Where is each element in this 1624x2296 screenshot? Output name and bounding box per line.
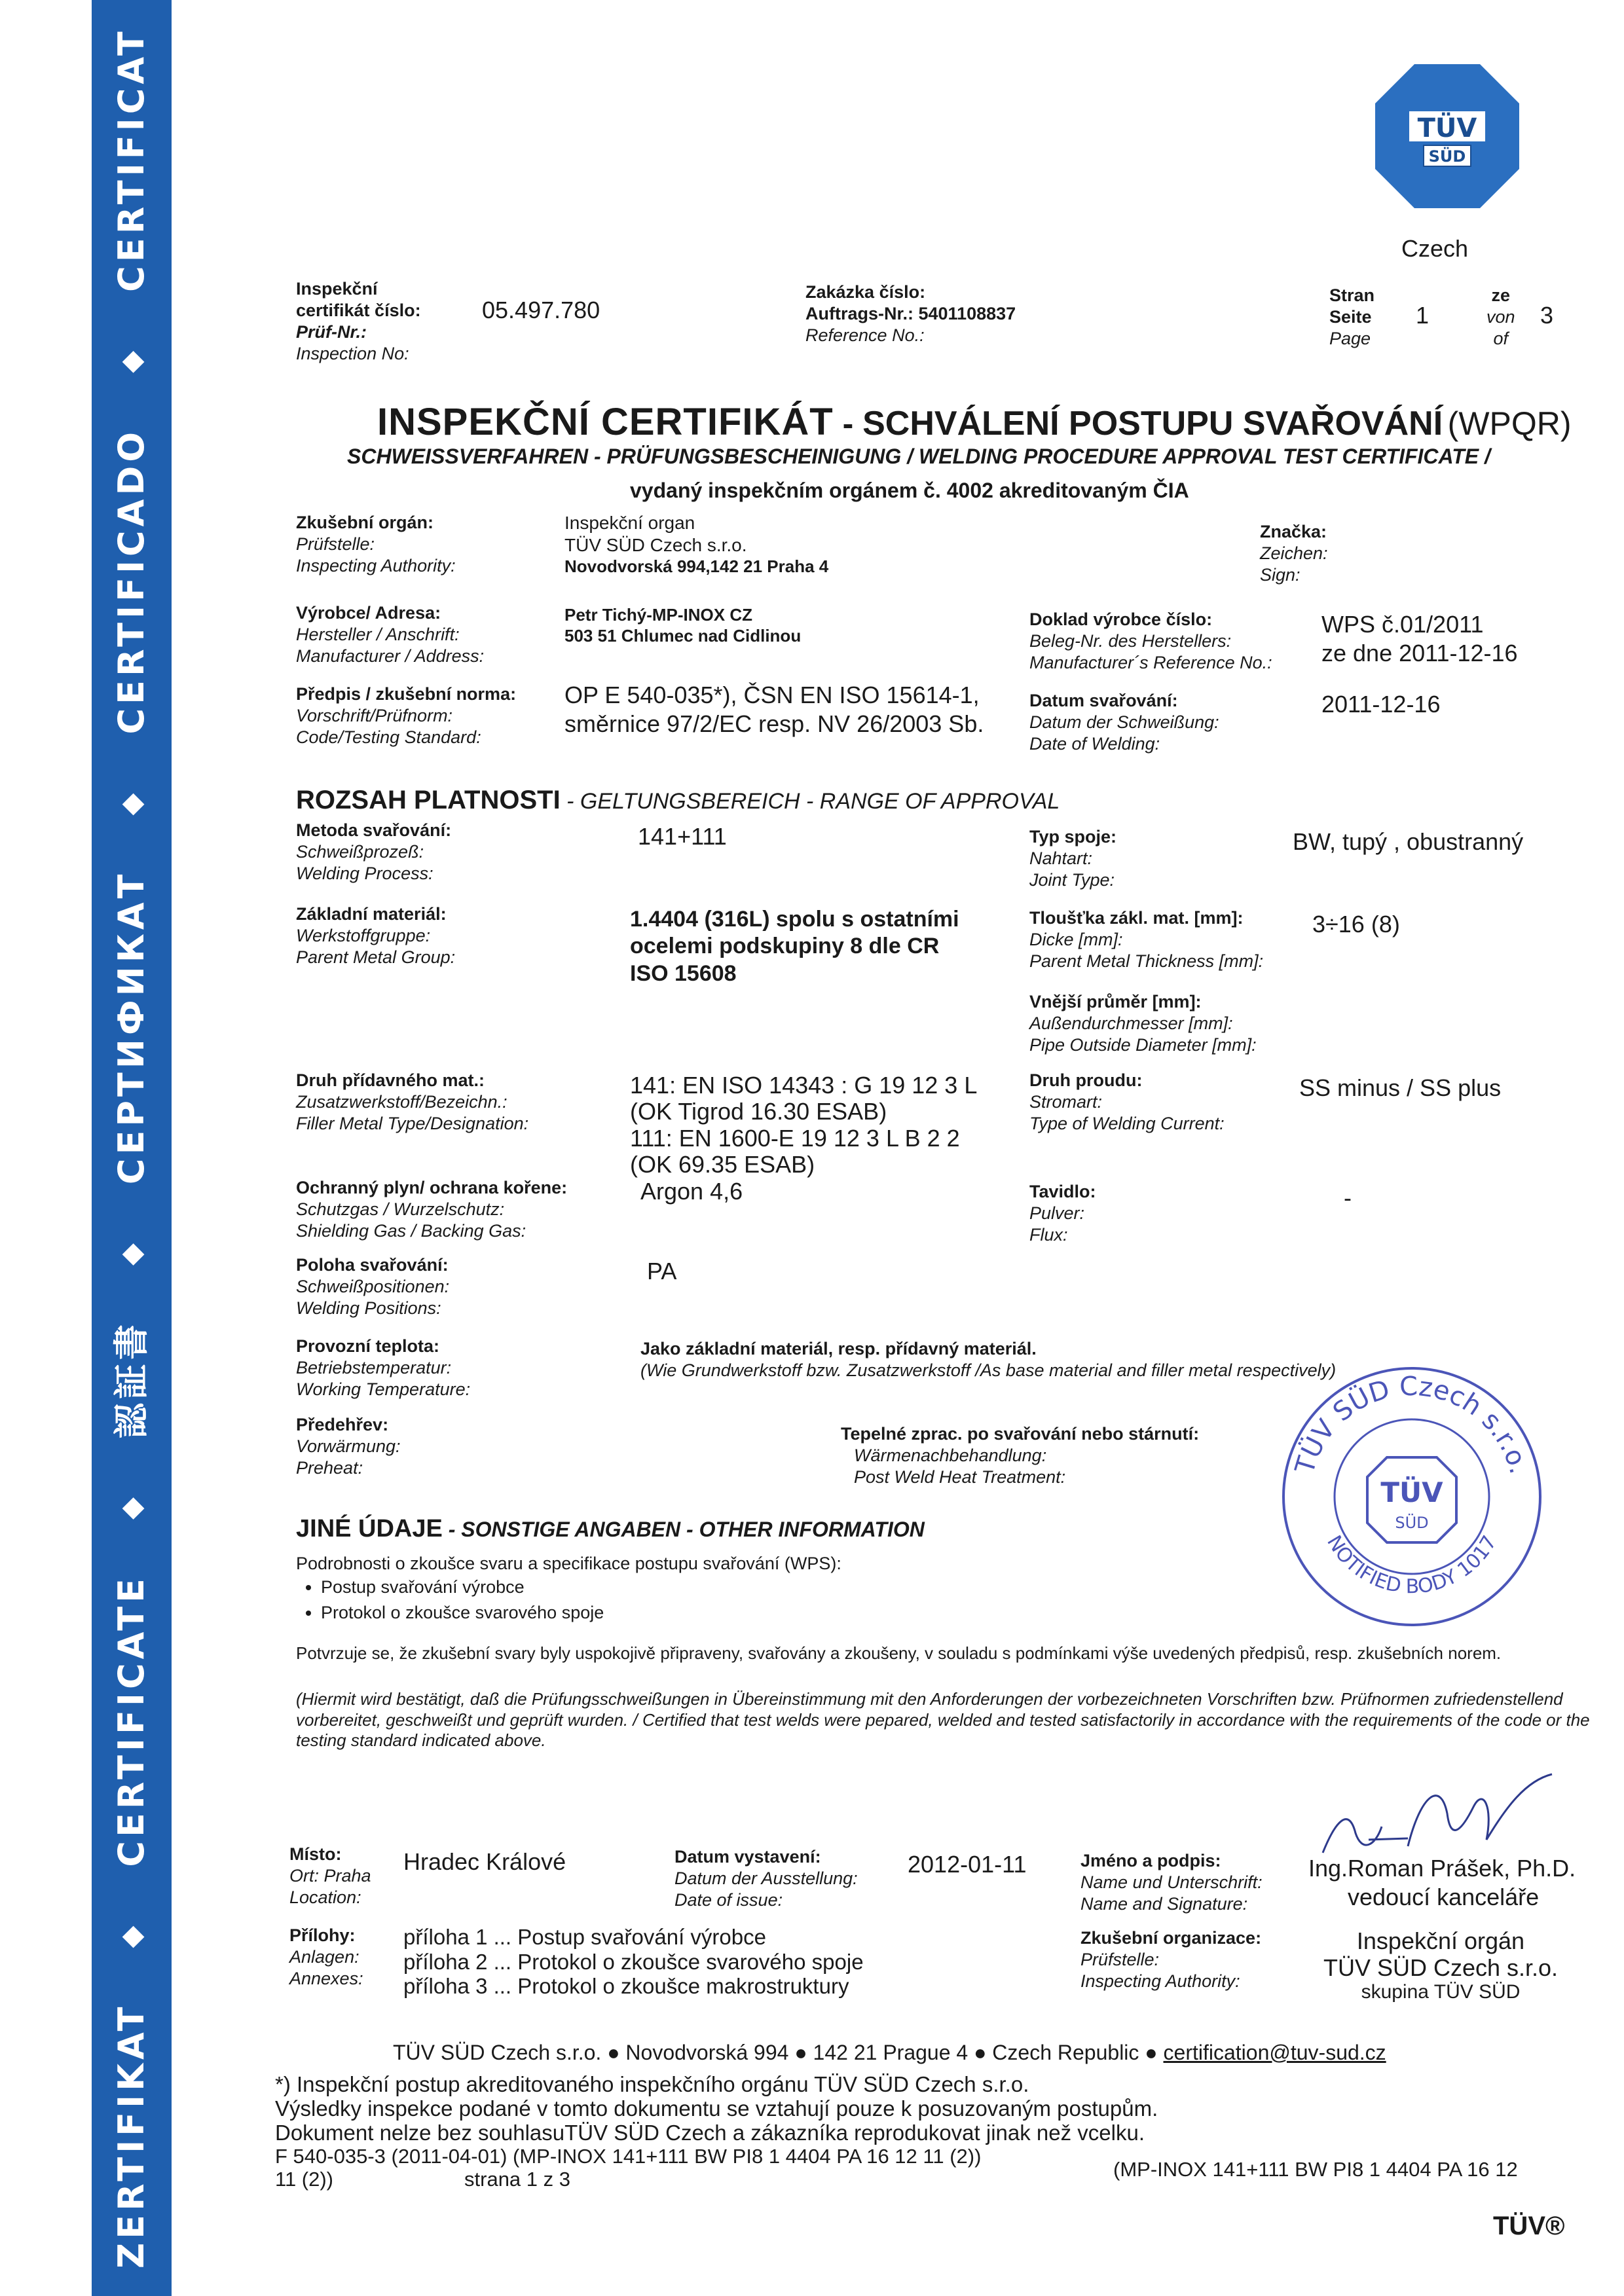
label-en: Type of Welding Current: bbox=[1029, 1113, 1225, 1133]
filler-line: 111: EN 1600-E 19 12 3 L B 2 2 bbox=[630, 1124, 960, 1152]
banner-word: ZERTIFIKAT bbox=[111, 2003, 153, 2269]
email-link[interactable]: certification@tuv-sud.cz bbox=[1163, 2041, 1386, 2064]
label-en: Code/Testing Standard: bbox=[296, 727, 481, 747]
official-stamp bbox=[1274, 1359, 1549, 1634]
welding-date-label bbox=[1029, 690, 1219, 755]
company-address bbox=[393, 2040, 1386, 2066]
label-de: Betriebstemperatur: bbox=[296, 1357, 452, 1377]
mfr-ref-value bbox=[1321, 610, 1518, 668]
parent-metal-line: 1.4404 (316L) spolu s ostatními bbox=[630, 907, 959, 932]
diamond-icon: ◆ bbox=[115, 789, 149, 816]
label-en: Annexes: bbox=[289, 1968, 363, 1988]
label-cz: Vnější průměr [mm]: bbox=[1029, 992, 1202, 1011]
standard-value bbox=[564, 681, 984, 738]
label-en: Manufacturer´s Reference No.: bbox=[1029, 652, 1272, 672]
label-de: Werkstoffgruppe: bbox=[296, 925, 431, 945]
gas-label bbox=[296, 1177, 567, 1242]
issue-date-value: 2012-01-11 bbox=[908, 1851, 1027, 1878]
cert-number: 05.497.780 bbox=[482, 297, 600, 323]
other-title-rest: - SONSTIGE ANGABEN - OTHER INFORMATION bbox=[442, 1518, 925, 1541]
welding-date-value: 2011-12-16 bbox=[1321, 691, 1441, 718]
position-label bbox=[296, 1254, 449, 1319]
logo-country: Czech bbox=[1401, 235, 1469, 262]
range-title-rest: - GELTUNGSBEREICH - RANGE OF APPROVAL bbox=[560, 789, 1060, 814]
label-cz: Jméno a podpis: bbox=[1080, 1851, 1221, 1870]
note-line: Dokument nelze bez souhlasuTÜV SÜD Czech a zákazníka reprodukovat jinak než vcelku. bbox=[275, 2120, 1145, 2145]
label-en: Date of issue: bbox=[674, 1889, 783, 1910]
label-en: of bbox=[1493, 328, 1509, 348]
label-cz: Značka: bbox=[1260, 522, 1327, 541]
joint-label bbox=[1029, 826, 1116, 891]
place-value: Hradec Králové bbox=[403, 1848, 566, 1875]
org-line: Inspekční orgán bbox=[1356, 1927, 1525, 1954]
certificate-title bbox=[377, 399, 1572, 446]
order-number-label bbox=[805, 282, 1016, 346]
label-de: Zusatzwerkstoff/Bezeichn.: bbox=[296, 1091, 507, 1112]
flux-value: - bbox=[1344, 1184, 1352, 1211]
label-en: Welding Process: bbox=[296, 863, 434, 883]
stamp-bottom-text: NOTIFIED BODY 1017 bbox=[1322, 1531, 1502, 1599]
authority-line: Inspekční organ bbox=[564, 513, 695, 533]
label-de: Vorschrift/Prüfnorm: bbox=[296, 705, 453, 725]
logo-bottom-text: SÜD bbox=[1428, 147, 1466, 166]
note-line: *) Inspekční postup akreditovaného inspekčního orgánu TÜV SÜD Czech s.r.o. bbox=[275, 2072, 1029, 2096]
org-line: skupina TÜV SÜD bbox=[1361, 1981, 1521, 2003]
annex-item: příloha 2 ... Protokol o zkoušce svarového spoje bbox=[403, 1949, 864, 1974]
standard-line: směrnice 97/2/EC resp. NV 26/2003 Sb. bbox=[564, 710, 984, 737]
label-cz: Tloušťka zákl. mat. [mm]: bbox=[1029, 908, 1244, 928]
label-cz: Druh proudu: bbox=[1029, 1070, 1143, 1090]
diamond-icon: ◆ bbox=[115, 1922, 149, 1948]
mfr-ref-line: WPS č.01/2011 bbox=[1321, 611, 1484, 638]
label-cz: Zakázka číslo: bbox=[805, 282, 926, 302]
other-heading bbox=[296, 1514, 925, 1544]
confirmation-de-en: (Hiermit wird bestätigt, daß die Prüfungsschweißungen in Übereinstimmung mit den Anforderungen der vorbezeichneten Vorschriften bzw. Prüfnormen zufriedenstellend vorbereitet, geschweißt und geprüft wurden. / Certified that test welds were pepared, welded and tested satisfactorily in accordance with the requirements of the code or the testing standard indicated above. bbox=[296, 1689, 1590, 1751]
position-value: PA bbox=[647, 1258, 677, 1285]
label-de: Seite bbox=[1329, 306, 1372, 327]
label-de: Prüfstelle: bbox=[1080, 1949, 1160, 1969]
label-cz: Zkušební organizace: bbox=[1080, 1928, 1262, 1948]
label-de: Datum der Ausstellung: bbox=[674, 1868, 858, 1888]
org-line: TÜV SÜD Czech s.r.o. bbox=[1323, 1954, 1559, 1982]
note-line: Výsledky inspekce podané v tomto dokumentu se vztahují pouze k posuzovaným postupům. bbox=[275, 2096, 1158, 2121]
label-de: Hersteller / Anschrift: bbox=[296, 624, 460, 644]
label-cz: Místo: bbox=[289, 1844, 342, 1864]
logo-top-text: TÜV bbox=[1417, 113, 1477, 143]
label-en: Inspecting Authority: bbox=[296, 555, 456, 575]
parent-metal-line: ocelemi podskupiny 8 dle CR bbox=[630, 934, 940, 959]
label-en: Sign: bbox=[1260, 564, 1301, 585]
label-cz: Předpis / zkušební norma: bbox=[296, 684, 517, 704]
label-cz: Datum svařování: bbox=[1029, 691, 1178, 710]
tuv-sud-logo bbox=[1369, 58, 1526, 215]
label-en: Parent Metal Thickness [mm]: bbox=[1029, 951, 1264, 971]
label-de: Zeichen: bbox=[1260, 543, 1328, 563]
diamond-icon: ◆ bbox=[115, 1239, 149, 1266]
label-cz: Datum vystavení: bbox=[674, 1847, 821, 1867]
label-cz: Provozní teplota: bbox=[296, 1336, 440, 1356]
name-signature-label bbox=[1080, 1850, 1263, 1915]
authority-line: TÜV SÜD Czech s.r.o. bbox=[564, 535, 747, 556]
title-cz: INSPEKČNÍ CERTIFIKÁT bbox=[377, 401, 834, 443]
label-en: Inspection No: bbox=[296, 343, 409, 363]
label-de: Prüf-Nr.: bbox=[296, 321, 367, 342]
banner-word: CERTIFICADO bbox=[111, 428, 153, 735]
standard-label bbox=[296, 683, 516, 748]
annexes-label bbox=[289, 1925, 363, 1990]
gas-value: Argon 4,6 bbox=[640, 1178, 743, 1205]
title-dash: - bbox=[833, 405, 863, 442]
label-de: Pulver: bbox=[1029, 1203, 1085, 1223]
annex-item: příloha 3 ... Protokol o zkoušce makrostruktury bbox=[403, 1974, 849, 1999]
place-label bbox=[289, 1844, 371, 1908]
banner-word: CERTIFICAT bbox=[111, 27, 153, 292]
diamond-icon: ◆ bbox=[115, 346, 149, 373]
annexes-list bbox=[403, 1925, 864, 1999]
title-abbr: (WPQR) bbox=[1447, 405, 1572, 442]
org-value bbox=[1310, 1927, 1572, 2003]
authority-label bbox=[296, 512, 456, 577]
note-line: 11 (2)) bbox=[275, 2167, 334, 2191]
label-cz: Inspekční certifikát číslo: bbox=[296, 279, 421, 320]
standard-line: OP E 540-035*), ČSN EN ISO 15614-1, bbox=[564, 682, 980, 708]
authority-line: Novodvorská 994,142 21 Praha 4 bbox=[564, 556, 829, 577]
range-title-cz: ROZSAH PLATNOSTI bbox=[296, 786, 561, 814]
label-en: Shielding Gas / Backing Gas: bbox=[296, 1220, 526, 1241]
label-en: Flux: bbox=[1029, 1224, 1068, 1245]
mfr-ref-line: ze dne 2011-12-16 bbox=[1321, 639, 1518, 666]
org-label bbox=[1080, 1927, 1261, 1992]
label-cz: Metoda svařování: bbox=[296, 820, 452, 840]
label-cz: ze bbox=[1491, 285, 1511, 305]
label-de: Wärmenachbehandlung: bbox=[854, 1445, 1047, 1465]
diamond-icon: ◆ bbox=[115, 1493, 149, 1520]
label-en: Preheat: bbox=[296, 1457, 363, 1478]
list-item: • Protokol o zkoušce svarového spoje bbox=[321, 1602, 604, 1624]
label-de: Vorwärmung: bbox=[296, 1436, 401, 1456]
label-de: Prüfstelle: bbox=[296, 534, 375, 554]
temperature-value bbox=[640, 1338, 1336, 1381]
label-cz: Stran bbox=[1329, 285, 1375, 305]
banner-word: CEPTИФИКАТ bbox=[111, 870, 153, 1185]
label-cz: Tepelné zprac. po svařování nebo stárnutí: bbox=[841, 1424, 1200, 1444]
label-de: Schweißpositionen: bbox=[296, 1276, 450, 1296]
label-de: Außendurchmesser [mm]: bbox=[1029, 1013, 1233, 1033]
label-de: Schweißprozeß: bbox=[296, 841, 424, 862]
address-text: TÜV SÜD Czech s.r.o. ● Novodvorská 994 ● 142 21 Prague 4 ● Czech Republic ● bbox=[393, 2041, 1164, 2064]
banner-word: 認証書 bbox=[111, 1321, 153, 1439]
signer-name: Ing.Roman Prášek, Ph.D. bbox=[1308, 1855, 1576, 1882]
label-en: Welding Positions: bbox=[296, 1298, 441, 1318]
other-title-cz: JINÉ ÚDAJE bbox=[296, 1515, 443, 1542]
label-cz: Poloha svařování: bbox=[296, 1255, 449, 1275]
stamp-ring-text: TÜV SÜD Czech s.r.o. bbox=[1289, 1371, 1534, 1478]
current-label bbox=[1029, 1070, 1225, 1135]
label-en: Manufacturer / Address: bbox=[296, 646, 485, 666]
note-code: (MP-INOX 141+111 BW PI8 1 4404 PA 16 12 bbox=[1113, 2158, 1518, 2181]
manufacturer-line: Petr Tichý-MP-INOX CZ bbox=[564, 605, 753, 625]
temperature-label bbox=[296, 1336, 470, 1400]
page-number: 1 bbox=[1416, 302, 1430, 329]
stamp-inner-bottom: SÜD bbox=[1395, 1514, 1429, 1532]
temperature-line: Jako základní materiál, resp. přídavný materiál. bbox=[640, 1339, 1037, 1358]
filler-line: 141: EN ISO 14343 : G 19 12 3 L bbox=[630, 1072, 978, 1099]
label-de: Datum der Schweißung: bbox=[1029, 712, 1219, 732]
manufacturer-line: 503 51 Chlumec nad Cidlinou bbox=[564, 625, 802, 646]
current-value: SS minus / SS plus bbox=[1299, 1074, 1502, 1101]
label-en: Reference No.: bbox=[805, 325, 925, 345]
label-en: Joint Type: bbox=[1029, 869, 1115, 890]
cert-number-label bbox=[296, 278, 453, 365]
label-cz: Základní materiál: bbox=[296, 904, 447, 924]
label-en: Filler Metal Type/Designation: bbox=[296, 1113, 529, 1133]
mfr-ref-label bbox=[1029, 609, 1272, 674]
process-value: 141+111 bbox=[638, 823, 727, 850]
label-en: Working Temperature: bbox=[296, 1379, 471, 1399]
label-en: Page bbox=[1329, 328, 1371, 348]
label-de: Nahtart: bbox=[1029, 848, 1093, 868]
title-line-3: vydaný inspekčním orgánem č. 4002 akreditovaným ČIA bbox=[630, 479, 1189, 502]
label-cz: Druh přídavného mat.: bbox=[296, 1070, 485, 1090]
thickness-value: 3÷16 (8) bbox=[1312, 911, 1400, 938]
joint-value: BW, tupý , obustranný bbox=[1293, 828, 1524, 855]
annex-item: příloha 1 ... Postup svařování výrobce bbox=[403, 1925, 766, 1949]
label-de: Schutzgas / Wurzelschutz: bbox=[296, 1199, 505, 1219]
label-en: Date of Welding: bbox=[1029, 733, 1160, 754]
label-cz: Zkušební orgán: bbox=[296, 513, 434, 532]
preheat-label bbox=[296, 1414, 401, 1479]
page-counter: strana 1 z 3 bbox=[464, 2167, 570, 2191]
other-list bbox=[296, 1573, 604, 1628]
label-de: Anlagen: bbox=[289, 1946, 360, 1967]
label-de: Stromart: bbox=[1029, 1091, 1103, 1112]
label-cz: Ochranný plyn/ ochrana kořene: bbox=[296, 1178, 568, 1197]
label-en: Location: bbox=[289, 1887, 361, 1907]
issue-date-label bbox=[674, 1846, 858, 1911]
note-line: F 540-035-3 (2011-04-01) (MP-INOX 141+111 BW PI8 1 4404 PA 16 12 11 (2)) bbox=[275, 2144, 982, 2168]
pwht-label bbox=[841, 1423, 1199, 1488]
label-cz: Typ spoje: bbox=[1029, 827, 1117, 847]
label-en: Post Weld Heat Treatment: bbox=[854, 1467, 1066, 1487]
filler-line: (OK Tigrod 16.30 ESAB) bbox=[630, 1098, 887, 1125]
banner-word: CERTIFICATE bbox=[111, 1575, 153, 1867]
label-cz: Předehřev: bbox=[296, 1415, 389, 1434]
sign-label bbox=[1260, 521, 1328, 586]
label-cz: Tavidlo: bbox=[1029, 1182, 1096, 1201]
process-label bbox=[296, 820, 451, 884]
label-cz: Doklad výrobce číslo: bbox=[1029, 610, 1213, 629]
filler-label bbox=[296, 1070, 528, 1135]
certificate-side-banner bbox=[92, 0, 172, 2296]
filler-line: (OK 69.35 ESAB) bbox=[630, 1150, 815, 1178]
temperature-line: (Wie Grundwerkstoff bzw. Zusatzwerkstoff /As base material and filler metal respectively) bbox=[640, 1360, 1337, 1380]
parent-metal-line: ISO 15608 bbox=[630, 960, 737, 986]
label-en: Pipe Outside Diameter [mm]: bbox=[1029, 1034, 1257, 1055]
label-de: Auftrags-Nr.: 5401108837 bbox=[805, 303, 1016, 323]
label-de: Dicke [mm]: bbox=[1029, 929, 1123, 949]
other-intro: Podrobnosti o zkoušce svaru a specifikace postupu svařování (WPS): bbox=[296, 1554, 841, 1573]
diameter-label bbox=[1029, 991, 1257, 1056]
label-de: Beleg-Nr. des Herstellers: bbox=[1029, 630, 1232, 651]
label-en: Name and Signature: bbox=[1080, 1893, 1248, 1914]
label-en: Parent Metal Group: bbox=[296, 947, 456, 967]
label-cz: Přílohy: bbox=[289, 1925, 356, 1945]
authority-value bbox=[564, 512, 828, 577]
page-total: 3 bbox=[1540, 302, 1554, 329]
flux-label bbox=[1029, 1181, 1096, 1246]
title-line-2: SCHWEISSVERFAHREN - PRÜFUNGSBESCHEINIGUNG / WELDING PROCEDURE APPROVAL TEST CERTIFICATE / bbox=[347, 445, 1490, 468]
label-de: Name und Unterschrift: bbox=[1080, 1872, 1263, 1892]
list-item: • Postup svařování výrobce bbox=[321, 1576, 604, 1598]
manufacturer-label bbox=[296, 602, 484, 667]
tuv-brand-mark: TÜV® bbox=[1493, 2212, 1565, 2240]
label-de: Ort: Praha bbox=[289, 1865, 371, 1886]
manufacturer-value bbox=[564, 605, 801, 646]
label-de: von bbox=[1486, 306, 1515, 327]
parent-metal-value bbox=[630, 906, 959, 987]
range-heading bbox=[296, 784, 1060, 816]
parent-metal-label bbox=[296, 903, 455, 968]
signer-title: vedoucí kanceláře bbox=[1348, 1884, 1540, 1910]
stamp-inner-top: TÜV bbox=[1380, 1476, 1443, 1508]
footer-notes bbox=[275, 2073, 1158, 2191]
confirmation-cz: Potvrzuje se, že zkušební svary byly uspokojivě připraveny, svařovány a zkoušeny, v souladu s podmínkami výše uvedených předpisů, resp. zkušebních norem. bbox=[296, 1643, 1502, 1663]
title-sub: SCHVÁLENÍ POSTUPU SVAŘOVÁNÍ bbox=[862, 405, 1443, 443]
page-label bbox=[1329, 285, 1375, 350]
label-cz: Výrobce/ Adresa: bbox=[296, 603, 441, 623]
thickness-label bbox=[1029, 907, 1263, 972]
page-of-label bbox=[1486, 285, 1515, 350]
filler-value bbox=[630, 1072, 977, 1178]
label-en: Inspecting Authority: bbox=[1080, 1971, 1240, 1991]
